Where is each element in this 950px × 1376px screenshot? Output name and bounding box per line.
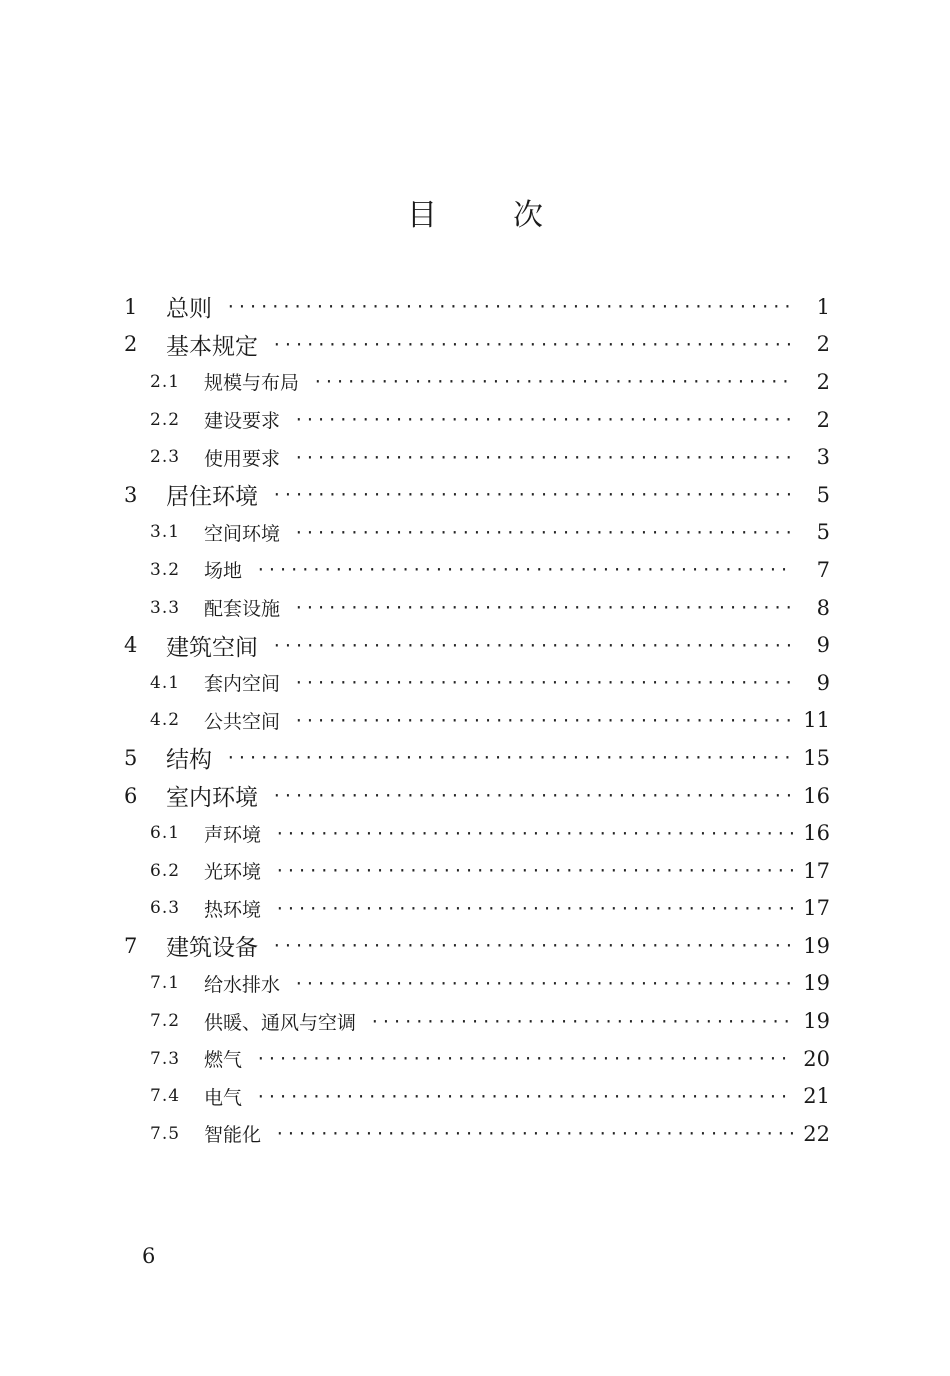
- toc-chapter-entry[interactable]: [120, 288, 830, 326]
- toc-dot-leader: [294, 523, 794, 542]
- toc-entry-number: 7.4: [150, 1086, 181, 1107]
- toc-entry-label: 给水排水: [204, 973, 281, 996]
- toc-entry-page: 2: [816, 407, 830, 432]
- toc-dot-leader: [272, 335, 794, 354]
- toc-entry-number: 3.2: [150, 559, 181, 580]
- toc-dot-leader: [370, 1012, 793, 1031]
- toc-entry-page: 1: [816, 294, 830, 319]
- toc-section-entry[interactable]: [120, 1077, 830, 1115]
- toc-entry-number: 5: [124, 745, 138, 770]
- toc-entry-page: 20: [803, 1046, 830, 1071]
- toc-section-entry[interactable]: [120, 1115, 830, 1153]
- toc-entry-label: 使用要求: [204, 447, 281, 470]
- toc-entry-label: 配套设施: [204, 598, 281, 621]
- toc-entry-page: 7: [816, 557, 830, 582]
- toc-entry-label: 智能化: [204, 1124, 262, 1147]
- toc-dot-leader: [256, 560, 794, 579]
- toc-dot-leader: [294, 598, 794, 617]
- toc-section-entry[interactable]: [120, 852, 830, 890]
- toc-chapter-entry[interactable]: [120, 927, 830, 965]
- toc-dot-leader: [272, 636, 794, 655]
- toc-entry-page: 5: [816, 482, 830, 507]
- table-of-contents: [120, 288, 830, 1153]
- toc-entry-page: 19: [803, 933, 830, 958]
- toc-entry-label: 建筑设备: [166, 935, 258, 962]
- toc-chapter-entry[interactable]: [120, 476, 830, 514]
- toc-entry-number: 7: [124, 933, 138, 958]
- toc-section-entry[interactable]: [120, 664, 830, 702]
- toc-entry-number: 4.1: [150, 672, 181, 693]
- toc-entry-page: 8: [816, 595, 830, 620]
- toc-dot-leader: [294, 974, 793, 993]
- toc-section-entry[interactable]: [120, 401, 830, 439]
- toc-entry-number: 7.2: [150, 1011, 181, 1032]
- toc-entry-page: 2: [816, 332, 830, 357]
- toc-dot-leader: [294, 410, 794, 429]
- toc-entry-number: 3: [124, 482, 138, 507]
- toc-entry-page: 22: [803, 1121, 830, 1146]
- toc-entry-label: 光环境: [204, 861, 262, 884]
- toc-entry-page: 3: [816, 445, 830, 470]
- toc-entry-label: 结构: [166, 747, 212, 774]
- title-char-2: 次: [513, 198, 543, 233]
- toc-section-entry[interactable]: [120, 589, 830, 627]
- toc-entry-number: 4.2: [150, 710, 181, 731]
- toc-entry-label: 居住环境: [166, 484, 258, 511]
- toc-entry-page: 16: [803, 783, 830, 808]
- toc-entry-label: 供暖、通风与空调: [204, 1011, 357, 1034]
- toc-chapter-entry[interactable]: [120, 626, 830, 664]
- toc-dot-leader: [294, 711, 793, 730]
- toc-entry-number: 2.2: [150, 409, 181, 430]
- toc-dot-leader: [272, 786, 793, 805]
- toc-entry-page: 19: [803, 1009, 830, 1034]
- toc-section-entry[interactable]: [120, 1040, 830, 1078]
- toc-entry-number: 6.3: [150, 898, 181, 919]
- toc-entry-label: 建筑空间: [166, 634, 258, 661]
- toc-dot-leader: [275, 899, 793, 918]
- toc-chapter-entry[interactable]: [120, 777, 830, 815]
- toc-entry-page: 19: [803, 971, 830, 996]
- title-char-1: 目: [407, 198, 437, 233]
- toc-dot-leader: [275, 861, 793, 880]
- toc-entry-label: 总则: [166, 296, 212, 323]
- toc-entry-label: 室内环境: [166, 785, 258, 812]
- toc-entry-number: 2: [124, 332, 138, 357]
- toc-section-entry[interactable]: [120, 890, 830, 928]
- toc-dot-leader: [275, 1124, 793, 1143]
- toc-section-entry[interactable]: [120, 702, 830, 740]
- toc-dot-leader: [226, 748, 793, 767]
- toc-entry-page: 17: [803, 896, 830, 921]
- toc-entry-number: 6.2: [150, 860, 181, 881]
- toc-entry-label: 基本规定: [166, 333, 258, 360]
- toc-chapter-entry[interactable]: [120, 326, 830, 364]
- footer-page-number: 6: [142, 1244, 156, 1268]
- toc-entry-number: 2.1: [150, 371, 181, 392]
- toc-entry-number: 7.5: [150, 1123, 181, 1144]
- toc-dot-leader: [294, 673, 794, 692]
- toc-entry-number: 4: [124, 633, 138, 658]
- toc-entry-number: 1: [124, 294, 138, 319]
- toc-entry-number: 3.3: [150, 597, 181, 618]
- toc-section-entry[interactable]: [120, 1002, 830, 1040]
- toc-entry-number: 7.1: [150, 973, 181, 994]
- toc-entry-number: 2.3: [150, 447, 181, 468]
- toc-entry-number: 6: [124, 783, 138, 808]
- toc-section-entry[interactable]: [120, 965, 830, 1003]
- toc-section-entry[interactable]: [120, 551, 830, 589]
- toc-chapter-entry[interactable]: [120, 739, 830, 777]
- toc-dot-leader: [294, 448, 794, 467]
- page-title: [0, 196, 950, 236]
- toc-entry-label: 电气: [204, 1086, 243, 1109]
- toc-entry-label: 场地: [204, 560, 243, 583]
- toc-entry-label: 公共空间: [204, 710, 281, 733]
- toc-entry-page: 5: [816, 520, 830, 545]
- toc-entry-page: 9: [816, 670, 830, 695]
- toc-entry-page: 16: [803, 821, 830, 846]
- toc-dot-leader: [272, 485, 794, 504]
- toc-dot-leader: [275, 824, 793, 843]
- toc-section-entry[interactable]: [120, 814, 830, 852]
- toc-entry-label: 声环境: [204, 823, 262, 846]
- toc-dot-leader: [226, 297, 794, 316]
- toc-entry-page: 17: [803, 858, 830, 883]
- toc-entry-page: 11: [803, 708, 830, 733]
- toc-entry-number: 6.1: [150, 823, 181, 844]
- toc-entry-page: 15: [803, 745, 830, 770]
- toc-entry-label: 空间环境: [204, 522, 281, 545]
- toc-dot-leader: [272, 936, 793, 955]
- toc-dot-leader: [313, 372, 794, 391]
- toc-entry-label: 热环境: [204, 898, 262, 921]
- toc-section-entry[interactable]: [120, 363, 830, 401]
- toc-entry-page: 21: [803, 1084, 830, 1109]
- toc-entry-label: 建设要求: [204, 410, 281, 433]
- toc-dot-leader: [256, 1087, 793, 1106]
- toc-section-entry[interactable]: [120, 438, 830, 476]
- toc-entry-number: 7.3: [150, 1048, 181, 1069]
- toc-entry-page: 9: [816, 633, 830, 658]
- toc-entry-number: 3.1: [150, 522, 181, 543]
- toc-section-entry[interactable]: [120, 514, 830, 552]
- toc-entry-label: 燃气: [204, 1049, 243, 1072]
- toc-dot-leader: [256, 1049, 793, 1068]
- toc-entry-label: 套内空间: [204, 673, 281, 696]
- toc-entry-page: 2: [816, 369, 830, 394]
- toc-entry-label: 规模与布局: [204, 372, 300, 395]
